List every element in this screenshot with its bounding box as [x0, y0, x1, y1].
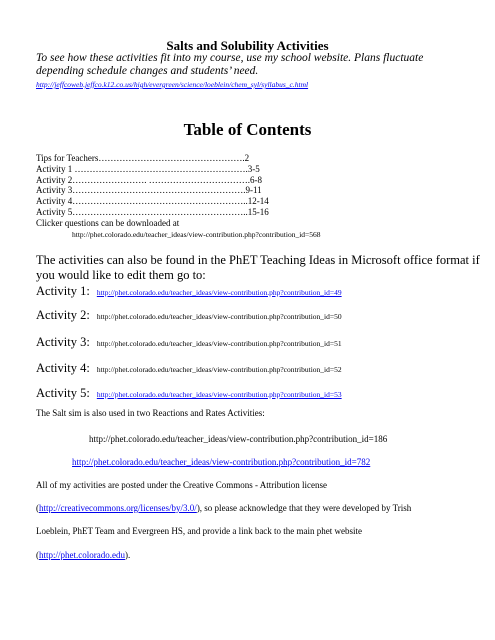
license-paren-open: ( — [36, 503, 39, 513]
intro-line-1: To see how these activities fit into my course, use my school website. Plans fluctuate — [36, 52, 424, 64]
toc-entry-activity-5: Activity 5…………………………………………………..15-16 — [36, 206, 269, 217]
toc-entry-activity-3: Activity 3………………………………………………….9-11 — [36, 185, 262, 196]
activity-2-label: Activity 2: — [36, 308, 90, 322]
activity-1-label: Activity 1: — [36, 284, 90, 298]
license-line-3: Loeblein, PhET Team and Evergreen HS, and provide a link back to the main phet website — [36, 526, 363, 536]
activity-row-5 — [36, 384, 342, 402]
phet-website-link[interactable]: http://phet.colorado.edu — [39, 550, 125, 560]
activity-3-label: Activity 3: — [36, 335, 90, 349]
intro-line-2: depending schedule changes and students’ need. — [36, 65, 259, 77]
toc-entry-activity-4: Activity 4…………………………………………………..12-14 — [36, 196, 269, 207]
creative-commons-link[interactable]: http://creativecommons.org/licenses/by/3.0/ — [39, 503, 197, 513]
activity-5-label: Activity 5: — [36, 386, 90, 400]
toc-entry-activity-2: Activity 2……………………. …………………………….6-8 — [36, 174, 262, 185]
activity-row-4 — [36, 359, 342, 377]
toc-entry-tips: Tips for Teachers………………………………………….2 — [36, 153, 250, 163]
activity-5-link[interactable]: http://phet.colorado.edu/teacher_ideas/view-contribution.php?contribution_id=53 — [96, 390, 342, 399]
activity-2-url: http://phet.colorado.edu/teacher_ideas/view-contribution.php?contribution_id=50 — [96, 312, 342, 321]
license-line-2 — [36, 503, 411, 513]
toc-entry-activity-1: Activity 1 ………………………………………………….3-5 — [36, 163, 260, 174]
reactions-text: The Salt sim is also used in two Reactions and Rates Activities: — [36, 408, 265, 418]
clicker-url: http://phet.colorado.edu/teacher_ideas/view-contribution.php?contribution_id=568 — [72, 230, 321, 239]
activity-3-url: http://phet.colorado.edu/teacher_ideas/view-contribution.php?contribution_id=51 — [96, 339, 342, 348]
office-line-1: The activities can also be found in the PhET Teaching Ideas in Microsoft office format if — [36, 253, 480, 267]
course-syllabus-link[interactable]: http://jeffcoweb.jeffco.k12.co.us/high/evergreen/science/loeblein/chem_syl/syllabus_c.html — [36, 80, 309, 89]
license-line-2-text: ), so please acknowledge that they were developed by Trish — [196, 503, 412, 513]
license-line-4 — [36, 550, 130, 560]
toc-list — [36, 153, 269, 229]
activity-4-url: http://phet.colorado.edu/teacher_ideas/view-contribution.php?contribution_id=52 — [96, 365, 342, 374]
activity-row-2 — [36, 306, 342, 324]
license-line-1: All of my activities are posted under the Creative Commons - Attribution license — [36, 480, 327, 490]
document-title: Salts and Solubility Activities — [166, 38, 329, 53]
activity-4-label: Activity 4: — [36, 361, 90, 375]
activity-row-3 — [36, 333, 342, 351]
reactions-url-1: http://phet.colorado.edu/teacher_ideas/view-contribution.php?contribution_id=186 — [89, 434, 388, 444]
reactions-link-2[interactable]: http://phet.colorado.edu/teacher_ideas/view-contribution.php?contribution_id=782 — [72, 457, 371, 467]
activity-row-1 — [36, 282, 342, 300]
license-paren-open-2: ( — [36, 550, 39, 560]
activity-1-link[interactable]: http://phet.colorado.edu/teacher_ideas/view-contribution.php?contribution_id=49 — [96, 288, 342, 297]
toc-entry-clicker: Clicker questions can be downloaded at — [36, 217, 180, 228]
office-line-2: you would like to edit them go to: — [36, 268, 206, 282]
license-line-4-end: ). — [124, 550, 131, 560]
toc-heading: Table of Contents — [183, 120, 312, 139]
